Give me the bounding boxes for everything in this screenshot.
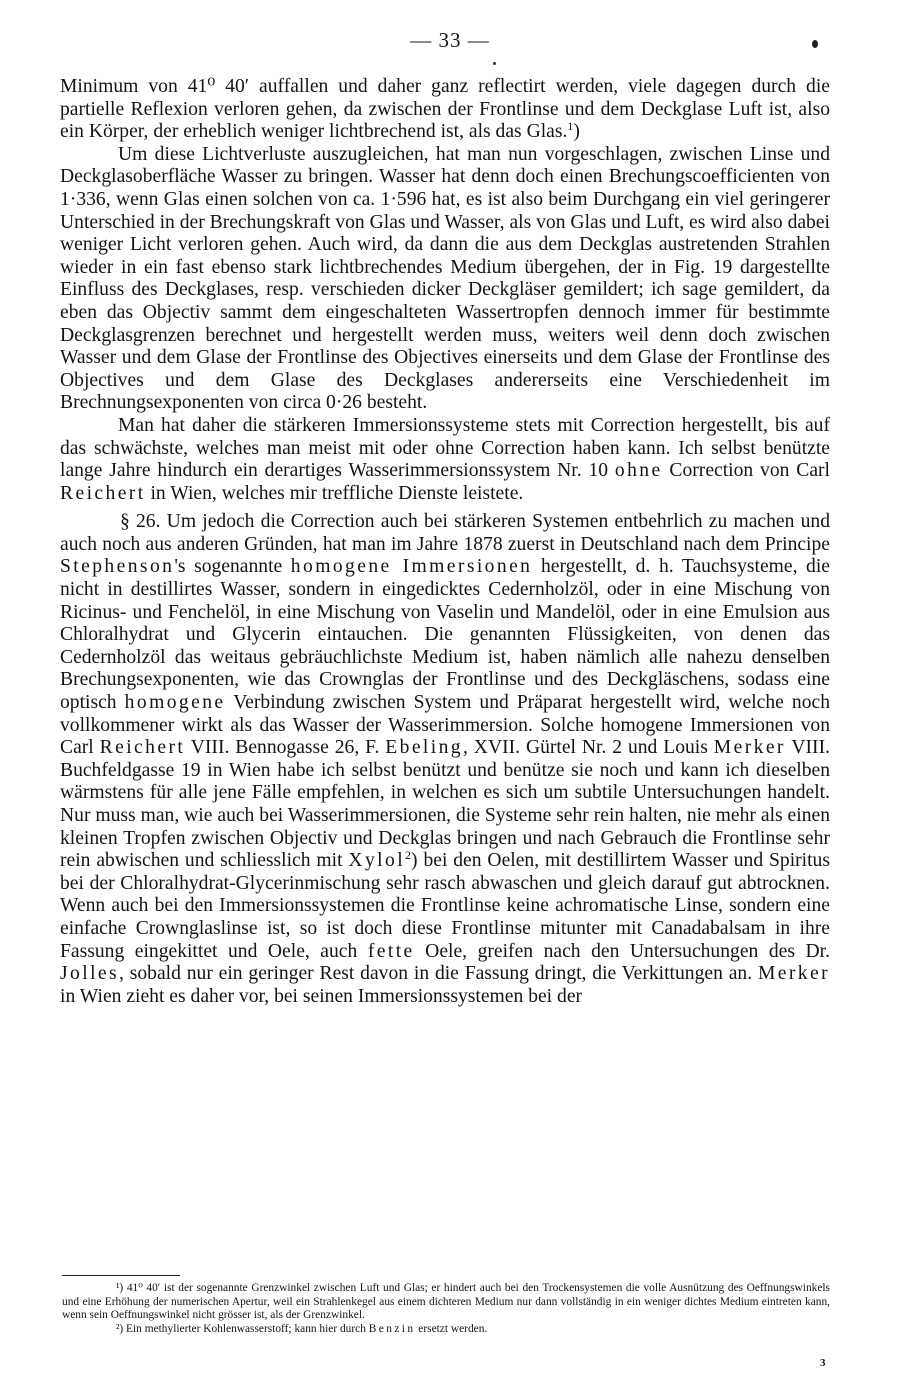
paragraph-3-text-a: Man hat daher die stärkeren Immersionssysteme stets mit Correction hergestellt, bis auf das schwächste, welches man meist mit oder ohne Correction haben kann. Ich selbst benützte lange Jahre hindurch ein derartiges Wasserimmersionssystem Nr. 10	[60, 414, 830, 482]
footnote-2	[62, 1323, 830, 1337]
page-number: — 33 —	[410, 28, 490, 52]
paragraph-1	[60, 76, 830, 144]
section-26-text-h: ) bei den Oelen, mit destillirtem Wasser und Spiritus bei der Chloralhydrat-Glycerinmischung sehr rasch abwaschen und gleich darauf gut abtrocknen. Wenn auch bei den Immersionssystemen die Frontlinse keine achromatische Linse, sondern eine einfache Crownglaslinse ist, so ist doch diese Frontlinse mitunter mit Canadabalsam in ihre Fassung eingekittet und Oele, auch	[60, 850, 830, 962]
paragraph-3	[60, 415, 830, 505]
footnotes	[62, 1282, 830, 1336]
section-26-text-c: hergestellt, d. h. Tauchsysteme, die nicht in destillirtes Wasser, sondern in eingedicktes Cedernholzöl, oder in eine Mischung von Ricinus- und Fenchelöl, in eine Mischung von Vaselin und Mandelöl, oder in eine Emulsion aus Chloralhydrat und Glycerin eintauchen. Die genannten Flüssigkeiten, von denen das Cedernholzöl das weitaus gebräuchlichste Medium ist, haben nämlich alle nahezu denselben Brechungsexponenten, wie das Crownglas der Frontlinse und des Deckgläschens, sodass eine optisch	[60, 556, 830, 714]
section-26-text-b: 's sogenannte	[174, 556, 291, 578]
section-26-text-j: , sobald nur ein geringer Rest davon in die Fassung dringt, die Verkittungen an.	[119, 963, 758, 985]
section-26-text-k: in Wien zieht es daher vor, bei seinen Immersionssystemen bei der	[60, 985, 583, 1007]
name-ebeling: Ebeling	[385, 737, 464, 759]
footnote-ref-1: 1	[567, 119, 574, 134]
term-xylol: Xylol	[348, 850, 406, 872]
paragraph-3-text-c: in Wien, welches mir treffliche Dienste leistete.	[145, 482, 524, 504]
term-benzin: Benzin	[368, 1322, 416, 1335]
section-26-text-f: , XVII. Gürtel Nr. 2 und Louis	[463, 737, 714, 759]
name-reichert-2: Reichert	[99, 737, 186, 759]
term-homogene: homogene	[124, 692, 226, 714]
name-stephenson: Stephenson	[60, 556, 175, 578]
section-26-text-i: Oele, greifen nach den Untersuchungen des Dr.	[414, 940, 830, 962]
paragraph-3-text-b: Correction von Carl	[662, 460, 830, 482]
paragraph-2: Um diese Lichtverluste auszugleichen, hat man nun vorgeschlagen, zwischen Linse und Deckglasoberfläche Wasser zu bringen. Wasser hat denn doch einen Brechungscoefficienten von 1·336, wenn Glas einen solchen von ca. 1·596 hat, es ist also beim Durchgang ein viel geringerer Unterschied in der Brechungskraft von Glas und Wasser, als von Glas und Luft, es wird also dabei weniger Licht verloren gehen. Auch wird, da dann die aus dem Deckglas austretenden Strahlen wieder in ein fast ebenso stark lichtbrechendes Medium übergehen, der in Fig. 19 dargestellte Einfluss des Deckglases, resp. verschieden dicker Deckgläser gemildert; ich sage gemildert, da eben das Objectiv sammt dem eingeschalteten Wassertropfen dennoch immer für bestimmte Deckglasgrenzen berechnet und hergestellt werden muss, weiters weil denn doch zwischen Wasser und dem Glase der Frontlinse des Objectives einerseits und dem Glase der Frontlinse des Objectives und dem Glase des Deckglases andererseits eine Verschiedenheit im Brechnungsexponenten von circa 0·26 besteht.	[60, 143, 830, 414]
spaced-word-ohne: ohne	[614, 460, 663, 482]
paragraph-1-text: Minimum von 41⁰ 40′ auffallen und daher ganz reflectirt werden, viele dagegen durch die partielle Reflexion verloren gehen, da zwischen der Frontlinse und dem Deckglase Luft ist, also ein Körper, der erheblich weniger lichtbrechend ist, als das Glas.	[60, 76, 830, 143]
section-26-text-g: VIII. Buchfeldgasse 19 in Wien habe ich selbst benützt und benütze sie noch und kann ich dieselben wärmstens für alle jene Fälle empfehlen, in welchen es sich um subtile Untersuchungen handelt. Nur muss man, wie auch bei Wasserimmersionen, die Systeme sehr rein halten, nie mehr als einen kleinen Tropfen zwischen Objectiv und Deckglas bringen und nach Gebrauch die Frontlinse sehr rein abwischen und schliesslich mit	[60, 737, 831, 872]
printer-signature-mark: 3	[820, 1357, 826, 1369]
footnote-2-text-a: ²) Ein methylierter Kohlenwasserstoff; kann hier durch	[116, 1322, 369, 1335]
footnote-1: ¹) 41⁰ 40′ ist der sogenannte Grenzwinkel zwischen Luft und Glas; er hindert auch bei den Trockensystemen die volle Ausnützung des Oeffnungswinkels und eine Erhöhung der numerischen Apertur, weil ein Strahlenkegel aus einem dichteren Medium nur dann vollständig in ein weniger dichtes Medium eintreten kann, wenn sein Oeffnungswinkel nicht grösser ist, als der Grenzwinkel.	[62, 1282, 830, 1322]
name-reichert: Reichert	[60, 482, 146, 504]
section-26-text-a: § 26. Um jedoch die Correction auch bei stärkeren Systemen entbehrlich zu machen und auch noch aus anderen Gründen, hat man im Jahre 1878 zuerst in Deutschland nach dem Principe	[60, 511, 830, 555]
term-fette: fette	[367, 940, 415, 962]
footnote-ref-1-paren: )	[573, 121, 580, 143]
name-jolles: Jolles	[60, 963, 120, 985]
name-merker-2: Merker	[757, 963, 830, 985]
footnote-divider	[62, 1275, 180, 1276]
body-text	[60, 76, 830, 1008]
footnote-2-text-b: ersetzt werden.	[415, 1322, 488, 1335]
term-homogene-immersionen: homogene Immersionen	[290, 556, 533, 578]
section-26-paragraph	[60, 511, 830, 1008]
ink-blot	[812, 40, 818, 48]
print-speck	[493, 62, 496, 65]
footnote-ref-2: 2	[405, 848, 412, 863]
section-26-text-d: Verbindung zwischen System und Präparat hergestellt wird, welche noch vollkommener wirkt als das Wasser der Wasserimmersion. Solche homogene Immersionen von Carl	[60, 692, 830, 759]
name-merker: Merker	[713, 737, 786, 759]
section-26-text-e: VIII. Bennogasse 26, F.	[185, 737, 386, 759]
